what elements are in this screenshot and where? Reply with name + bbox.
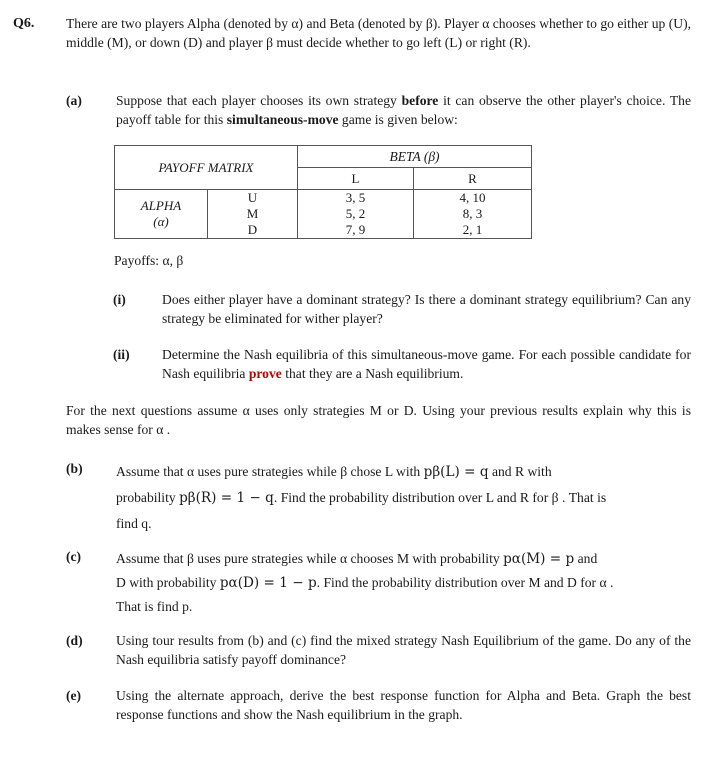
column-player-label: BETA (β) — [298, 146, 532, 168]
sub-ii-text: Determine the Nash equilibria of this simultaneous-move game. For each possible candidate for Nash equilibria prove that they are a Nash equilibrium. — [162, 347, 691, 381]
sub-i-label: (i) — [113, 292, 126, 307]
row-header-u: U — [208, 190, 298, 207]
payoffs-label: Payoffs: α, β — [114, 253, 184, 268]
cell-u-r: 4, 10 — [414, 190, 532, 207]
part-e-text: Using the alternate approach, derive the best response function for Alpha and Beta. Graph the best response functions and show the Nash equilibrium in the graph. — [116, 688, 691, 722]
part-b-text: Assume that α uses pure strategies while β chose L with pβ(L) = q and R with probability pβ(R) = 1 − q. Find the probability distribution over L and R for β . That is find q. — [116, 464, 607, 531]
cell-d-l: 7, 9 — [298, 222, 414, 239]
question-number: Q6. — [13, 16, 35, 31]
cell-m-r: 8, 3 — [414, 206, 532, 222]
part-d-label: (d) — [66, 633, 83, 648]
transition-paragraph: For the next questions assume α uses only strategies M or D. Using your previous results explain why this is makes sense for α . — [66, 403, 691, 437]
part-e-label: (e) — [66, 688, 82, 703]
cell-d-r: 2, 1 — [414, 222, 532, 239]
sub-ii-label: (ii) — [113, 347, 130, 362]
row-header-m: M — [208, 206, 298, 222]
cell-m-l: 5, 2 — [298, 206, 414, 222]
row-player-label: ALPHA (α) — [115, 190, 208, 239]
cell-u-l: 3, 5 — [298, 190, 414, 207]
row-header-d: D — [208, 222, 298, 239]
part-d-text: Using tour results from (b) and (c) find the mixed strategy Nash Equilibrium of the game. Do any of the Nash equilibria satisfy payoff dominance? — [116, 633, 691, 667]
question-intro: There are two players Alpha (denoted by α) and Beta (denoted by β). Player α chooses whether to go either up (U), middle (M), or down (D) and player β must decide whether to go left (L) or right (R). — [66, 16, 691, 50]
payoff-matrix — [114, 145, 532, 239]
sub-i-text: Does either player have a dominant strategy? Is there a dominant strategy equilibrium? Can any strategy be eliminated for wither player? — [162, 292, 691, 326]
part-b-label: (b) — [66, 461, 83, 476]
part-a-text: Suppose that each player chooses its own strategy before it can observe the other player's choice. The payoff table for this simultaneous-move game is given below: — [116, 93, 691, 127]
column-header-r: R — [414, 168, 532, 190]
part-a-label: (a) — [66, 93, 82, 108]
part-c-text: Assume that β uses pure strategies while α chooses M with probability pα(M) = p and D with probability pα(D) = 1 − p. Find the probability distribution over M and D for α . That is find p. — [116, 551, 614, 614]
payoff-matrix-title: PAYOFF MATRIX — [115, 146, 298, 190]
column-header-l: L — [298, 168, 414, 190]
part-c-label: (c) — [66, 549, 82, 564]
